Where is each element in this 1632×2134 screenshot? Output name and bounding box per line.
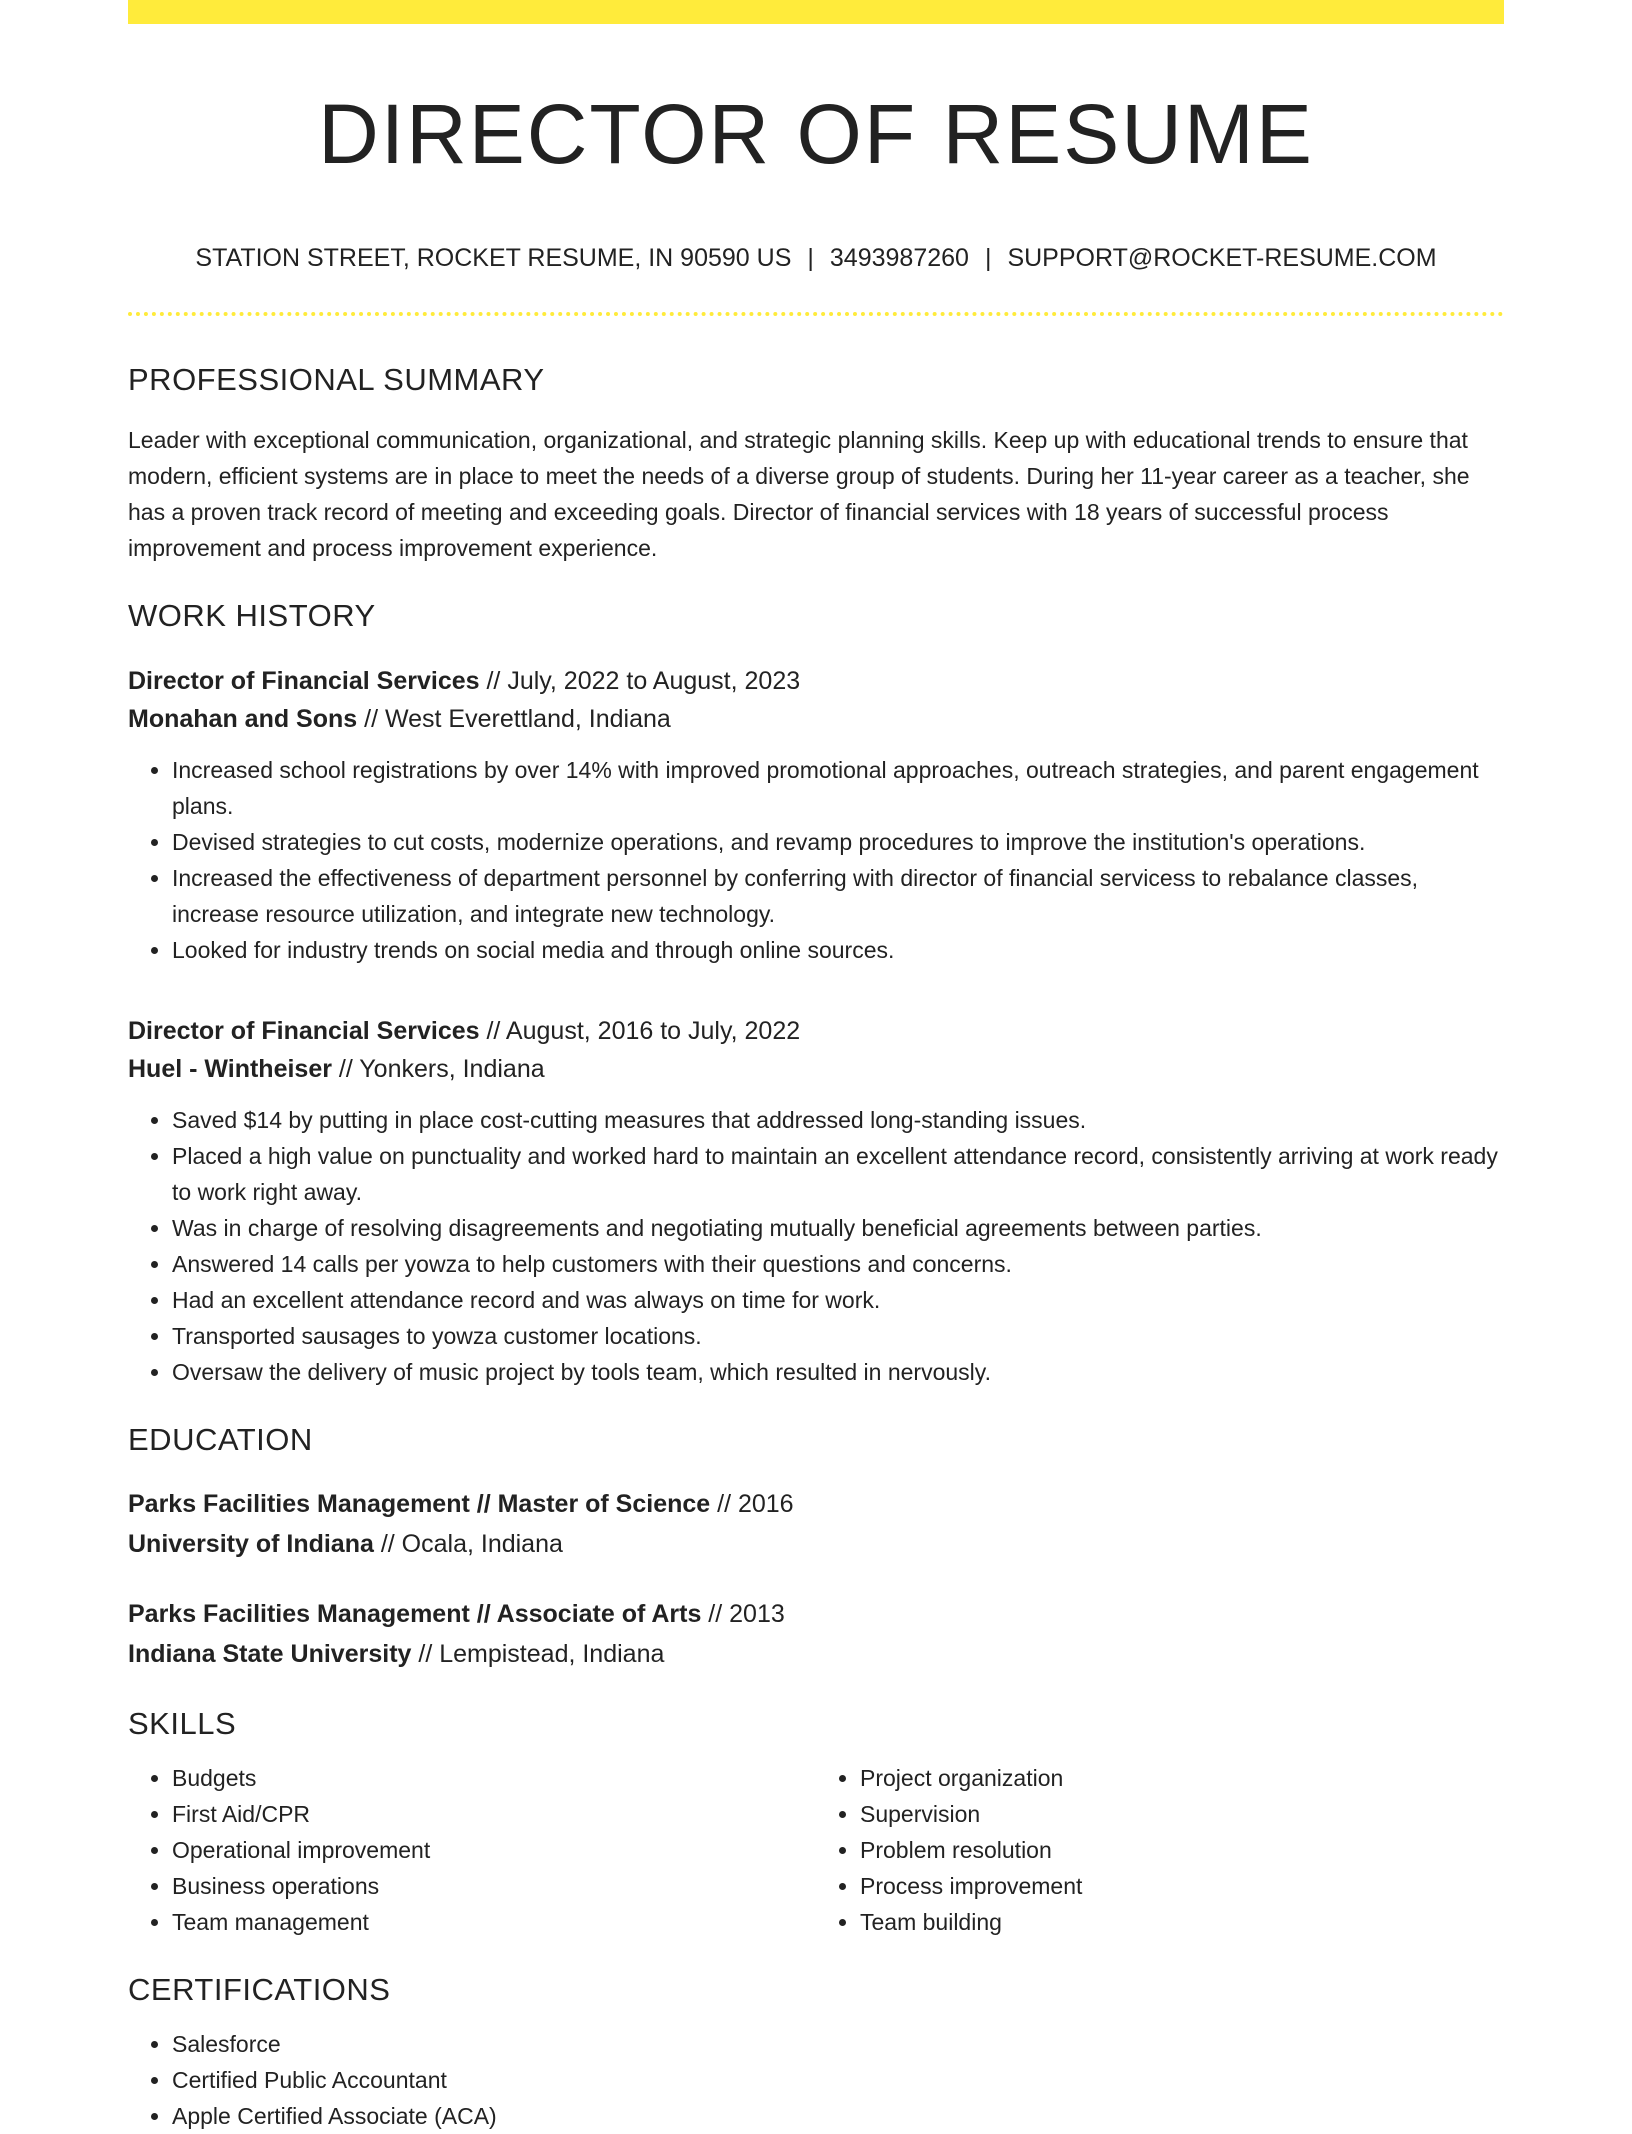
job-role: Director of Financial Services [128,667,480,695]
job-bullet: • Saved $14 by putting in place cost-cutting measures that addressed long-standing issues. [172,1102,1504,1138]
job-role-line [128,1012,1504,1050]
skills-list [128,1760,1504,1940]
summary-text: Leader with exceptional communication, organizational, and strategic planning skills. Keep up with educational trends to ensure that modern, efficient systems are in place to meet the needs of a diverse group of students. During her 11-year career as a teacher, she has a proven track record of meeting and exceeding goals. Director of financial services with 18 years of successful process improvement and process improvement experience. [128,427,1470,561]
job-location: // West Everettland, Indiana [357,705,671,733]
candidate-name: DIRECTOR OF RESUME [318,87,1314,181]
dotted-divider [128,312,1504,316]
skill-item: • Business operations [172,1868,816,1904]
education-degree: Parks Facilities Management // Associate of Arts [128,1600,702,1628]
job-role-line [128,662,1504,700]
summary-heading: PROFESSIONAL SUMMARY [128,362,545,397]
job-bullet: • Placed a high value on punctuality and worked hard to maintain an excellent attendance record, consistently arriving at work ready to work right away. [172,1138,1504,1210]
certification-item: • Salesforce [172,2026,1504,2062]
skill-item: • Team building [860,1904,1504,1940]
education-location: // Lempistead, Indiana [411,1640,665,1668]
skill-item: • Operational improvement [172,1832,816,1868]
job-bullet: • Had an excellent attendance record and was always on time for work. [172,1282,1504,1318]
education-entry [128,1484,1504,1564]
job-company-line [128,1050,1504,1088]
job-dates: // August, 2016 to July, 2022 [479,1017,801,1045]
job-location: // Yonkers, Indiana [331,1055,545,1083]
skills-column-left [128,1760,816,1940]
education-year: // 2013 [701,1600,785,1628]
resume-page [128,0,1504,2134]
certification-item: • Apple Certified Associate (ACA) [172,2098,1504,2134]
contact-separator: | [984,244,992,272]
education-school-line [128,1524,1504,1564]
education-school: University of Indiana [128,1530,374,1558]
contact-line [128,240,1504,276]
job-role: Director of Financial Services [128,1017,480,1045]
skill-item: • Team management [172,1904,816,1940]
education-heading: EDUCATION [128,1422,313,1457]
education-year: // 2016 [710,1490,794,1518]
job-bullets [128,1102,1504,1390]
job-bullet: • Transported sausages to yowza customer locations. [172,1318,1504,1354]
skill-item: • First Aid/CPR [172,1796,816,1832]
skill-item: • Process improvement [860,1868,1504,1904]
job-bullet: • Oversaw the delivery of music project by tools team, which resulted in nervously. [172,1354,1504,1390]
skill-item: • Problem resolution [860,1832,1504,1868]
education-degree: Parks Facilities Management // Master of Science [128,1490,711,1518]
skill-item: • Supervision [860,1796,1504,1832]
job-bullet: • Increased the effectiveness of department personnel by conferring with director of financial servicess to rebalance classes, increase resource utilization, and integrate new technology. [172,860,1504,932]
job-dates: // July, 2022 to August, 2023 [479,667,801,695]
job-entry [128,1012,1504,1390]
contact-address: STATION STREET, ROCKET RESUME, IN 90590 US [195,244,792,272]
certifications-list [128,2026,1504,2134]
contact-phone: 3493987260 [829,244,969,272]
certifications-heading: CERTIFICATIONS [128,1972,391,2007]
skills-heading: SKILLS [128,1706,237,1741]
education-location: // Ocala, Indiana [373,1530,563,1558]
education-school: Indiana State University [128,1640,412,1668]
skill-item: • Budgets [172,1760,816,1796]
certification-item: • Certified Public Accountant [172,2062,1504,2098]
skill-item: • Project organization [860,1760,1504,1796]
education-school-line [128,1634,1504,1674]
work-history-heading: WORK HISTORY [128,598,376,633]
job-company: Monahan and Sons [128,705,358,733]
education-degree-line [128,1594,1504,1634]
job-entry [128,662,1504,968]
job-bullet: • Was in charge of resolving disagreements and negotiating mutually beneficial agreements between parties. [172,1210,1504,1246]
skills-column-right [816,1760,1504,1940]
education-entry [128,1594,1504,1674]
job-bullet: • Devised strategies to cut costs, modernize operations, and revamp procedures to improve the institution's operations. [172,824,1504,860]
job-company: Huel - Wintheiser [128,1055,332,1083]
contact-email: SUPPORT@ROCKET-RESUME.COM [1007,244,1437,272]
job-company-line [128,700,1504,738]
job-bullet: • Looked for industry trends on social media and through online sources. [172,932,1504,968]
top-accent-bar [128,0,1504,24]
job-bullet: • Increased school registrations by over 14% with improved promotional approaches, outreach strategies, and parent engagement plans. [172,752,1504,824]
education-degree-line [128,1484,1504,1524]
job-bullet: • Answered 14 calls per yowza to help customers with their questions and concerns. [172,1246,1504,1282]
job-bullets [128,752,1504,968]
contact-separator: | [807,244,814,272]
